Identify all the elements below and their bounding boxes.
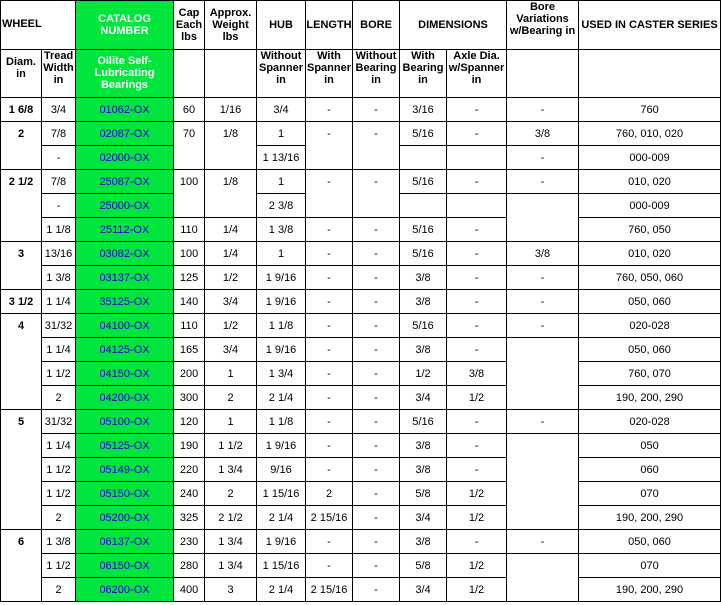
capacity: 110 — [174, 314, 205, 338]
caster-series: 010, 020 — [579, 170, 721, 194]
bore-with-bearing: 5/8 — [400, 554, 447, 578]
bore-with-bearing: 5/16 — [400, 218, 447, 242]
hub-length-with-spanner: - — [306, 98, 353, 122]
hub-length-with-spanner: - — [306, 170, 353, 218]
bore-without-bearing: - — [353, 578, 400, 602]
bore-variation-empty — [507, 194, 579, 242]
capacity: 190 — [174, 434, 205, 458]
bore-variation-empty — [507, 434, 579, 530]
bore-without-bearing: - — [353, 242, 400, 266]
hub-length-without-spanner: 2 1/4 — [257, 506, 306, 530]
catalog-number: 04125-OX — [76, 338, 174, 362]
capacity: 220 — [174, 458, 205, 482]
used-in-caster-series-header: USED IN CASTER SERIES — [579, 1, 721, 50]
hub-length-with-spanner: - — [306, 554, 353, 578]
wheel-diameter: 4 — [1, 314, 42, 410]
approx-weight: 1/4 — [205, 242, 257, 266]
catalog-number: 03137-OX — [76, 266, 174, 290]
bore-with-bearing: 5/16 — [400, 122, 447, 146]
approx-weight: 2 1/2 — [205, 506, 257, 530]
wheel-diameter: 2 1/2 — [1, 170, 42, 242]
hub-length-with-spanner: 2 15/16 — [306, 506, 353, 530]
tread-width: 2 — [42, 386, 76, 410]
bore-with-bearing: 3/4 — [400, 578, 447, 602]
approx-weight: 1/2 — [205, 314, 257, 338]
catalog-number: 06200-OX — [76, 578, 174, 602]
caster-series: 760 — [579, 98, 721, 122]
bore-variations-header: Bore Variations w/Bearing in — [507, 1, 579, 50]
approx-weight: 1/16 — [205, 98, 257, 122]
bore-without-bearing: - — [353, 314, 400, 338]
bore-without-bearing: - — [353, 218, 400, 242]
axle-diameter: 1/2 — [447, 578, 507, 602]
axle-diameter: 1/2 — [447, 386, 507, 410]
cap-each-header: Cap Each lbs — [174, 1, 205, 50]
bore-with-bearing: 3/8 — [400, 458, 447, 482]
bore-variation: - — [507, 410, 579, 434]
hub-length-with-spanner: - — [306, 242, 353, 266]
caster-series: 000-009 — [579, 146, 721, 170]
bore-variation-empty — [507, 338, 579, 410]
approx-weight-header: Approx. Weight lbs — [205, 1, 257, 50]
weight-subheader-empty — [205, 50, 257, 98]
catalog-number: 02087-OX — [76, 122, 174, 146]
axle-diameter: 3/8 — [447, 362, 507, 386]
capacity: 140 — [174, 290, 205, 314]
bore-without-bearing: - — [353, 386, 400, 410]
bore-with-bearing — [400, 194, 447, 218]
bore-variation: - — [507, 266, 579, 290]
bore-without-bearing-header: Without Bearing in — [353, 50, 400, 98]
capacity: 240 — [174, 482, 205, 506]
bore-with-bearing: 3/4 — [400, 506, 447, 530]
bore-variation: - — [507, 98, 579, 122]
bore-with-bearing: 3/8 — [400, 290, 447, 314]
axle-diameter: - — [447, 122, 507, 146]
bore-without-bearing: - — [353, 122, 400, 170]
caster-series: 020-028 — [579, 410, 721, 434]
catalog-number: 04100-OX — [76, 314, 174, 338]
hub-length-with-spanner: - — [306, 290, 353, 314]
capacity: 400 — [174, 578, 205, 602]
bore-without-bearing: - — [353, 410, 400, 434]
hub-length-without-spanner: 2 1/4 — [257, 578, 306, 602]
wheel-header: WHEEL — [1, 1, 76, 50]
tread-width: 1 1/4 — [42, 290, 76, 314]
hub-length-without-spanner: 1 — [257, 122, 306, 146]
bore-without-bearing: - — [353, 458, 400, 482]
axle-diameter: 1/2 — [447, 506, 507, 530]
caster-series: 070 — [579, 482, 721, 506]
bore-without-bearing: - — [353, 98, 400, 122]
hub-without-spanner-header: Without Spanner in — [257, 50, 306, 98]
capacity: 165 — [174, 338, 205, 362]
tread-width: 3/4 — [42, 98, 76, 122]
approx-weight: 1/2 — [205, 266, 257, 290]
approx-weight: 1 — [205, 410, 257, 434]
bore-variation-empty — [507, 554, 579, 602]
hub-length-with-spanner: - — [306, 410, 353, 434]
approx-weight: 3/4 — [205, 338, 257, 362]
bore-without-bearing: - — [353, 170, 400, 218]
bearings-note: Oilite Self-Lubricating Bearings — [76, 50, 174, 98]
approx-weight: 1 1/2 — [205, 434, 257, 458]
bore-variation: 3/8 — [507, 242, 579, 266]
tread-width: 2 — [42, 506, 76, 530]
catalog-number: 05125-OX — [76, 434, 174, 458]
wheel-diameter: 2 — [1, 122, 42, 170]
bore-header: BORE — [353, 1, 400, 50]
tread-width: 31/32 — [42, 410, 76, 434]
axle-diameter: - — [447, 530, 507, 554]
tread-width: 13/16 — [42, 242, 76, 266]
axle-diameter: - — [447, 290, 507, 314]
wheel-diameter: 5 — [1, 410, 42, 530]
catalog-number: 05100-OX — [76, 410, 174, 434]
bore-without-bearing: - — [353, 506, 400, 530]
bore-with-bearing-header: With Bearing in — [400, 50, 447, 98]
tread-width: 1 3/8 — [42, 530, 76, 554]
hub-length-without-spanner: 1 15/16 — [257, 482, 306, 506]
approx-weight: 1 3/4 — [205, 530, 257, 554]
hub-length-without-spanner: 1 — [257, 170, 306, 194]
catalog-number: 03082-OX — [76, 242, 174, 266]
catalog-number-header: CATALOG NUMBER — [76, 1, 174, 50]
hub-length-with-spanner: - — [306, 314, 353, 338]
hub-length-without-spanner: 1 3/8 — [257, 218, 306, 242]
hub-length-without-spanner: 1 — [257, 242, 306, 266]
bore-without-bearing: - — [353, 434, 400, 458]
catalog-number: 25000-OX — [76, 194, 174, 218]
bore-with-bearing: 5/16 — [400, 314, 447, 338]
bore-with-bearing: 5/8 — [400, 482, 447, 506]
tread-width: 1 3/8 — [42, 266, 76, 290]
tread-width-header: Tread Width in — [42, 50, 76, 98]
approx-weight: 1/8 — [205, 122, 257, 170]
axle-diameter — [447, 194, 507, 218]
bore-variation: 3/8 — [507, 122, 579, 146]
hub-length-without-spanner: 1 9/16 — [257, 338, 306, 362]
catalog-number: 06150-OX — [76, 554, 174, 578]
catalog-number: 35125-OX — [76, 290, 174, 314]
approx-weight: 2 — [205, 386, 257, 410]
hub-length-without-spanner: 1 1/8 — [257, 314, 306, 338]
tread-width: 1 1/2 — [42, 362, 76, 386]
catalog-number: 02000-OX — [76, 146, 174, 170]
tread-width: 1 1/2 — [42, 554, 76, 578]
axle-diameter: - — [447, 218, 507, 242]
capacity: 230 — [174, 530, 205, 554]
hub-length-with-spanner: - — [306, 338, 353, 362]
caster-series: 020-028 — [579, 314, 721, 338]
axle-diameter: - — [447, 170, 507, 194]
capacity: 300 — [174, 386, 205, 410]
bore-without-bearing: - — [353, 338, 400, 362]
caster-series: 050, 060 — [579, 290, 721, 314]
axle-diameter: - — [447, 314, 507, 338]
bore-variations-subheader-empty — [507, 50, 579, 98]
hub-length-without-spanner: 3/4 — [257, 98, 306, 122]
used-in-subheader-empty — [579, 50, 721, 98]
tread-width: 7/8 — [42, 170, 76, 194]
bore-variation: - — [507, 170, 579, 194]
hub-length-with-spanner: - — [306, 266, 353, 290]
hub-length-without-spanner: 1 9/16 — [257, 434, 306, 458]
catalog-number: 25087-OX — [76, 170, 174, 194]
tread-width: 7/8 — [42, 122, 76, 146]
axle-diameter: - — [447, 242, 507, 266]
bore-with-bearing: 3/8 — [400, 434, 447, 458]
bore-with-bearing: 3/8 — [400, 530, 447, 554]
hub-length-without-spanner: 1 15/16 — [257, 554, 306, 578]
bore-with-bearing: 3/8 — [400, 338, 447, 362]
tread-width: 31/32 — [42, 314, 76, 338]
caster-series: 060 — [579, 458, 721, 482]
caster-series: 190, 200, 290 — [579, 506, 721, 530]
caster-series: 050, 060 — [579, 338, 721, 362]
hub-with-spanner-header: With Spanner in — [306, 50, 353, 98]
bore-with-bearing: 3/4 — [400, 386, 447, 410]
hub-length-with-spanner: - — [306, 386, 353, 410]
approx-weight: 1 — [205, 362, 257, 386]
capacity: 280 — [174, 554, 205, 578]
approx-weight: 1/4 — [205, 218, 257, 242]
bore-with-bearing: 1/2 — [400, 362, 447, 386]
caster-series: 010, 020 — [579, 242, 721, 266]
caster-series: 050, 060 — [579, 530, 721, 554]
hub-length-without-spanner: 2 1/4 — [257, 386, 306, 410]
tread-width: - — [42, 194, 76, 218]
tread-width: 1 1/2 — [42, 482, 76, 506]
tread-width: 1 1/8 — [42, 218, 76, 242]
length-header: LENGTH — [306, 1, 353, 50]
tread-width: 2 — [42, 578, 76, 602]
catalog-number: 06137-OX — [76, 530, 174, 554]
bore-without-bearing: - — [353, 266, 400, 290]
axle-diameter: - — [447, 266, 507, 290]
bore-variation: - — [507, 314, 579, 338]
diameter-header: Diam. in — [1, 50, 42, 98]
wheel-diameter: 3 — [1, 242, 42, 290]
catalog-number: 05149-OX — [76, 458, 174, 482]
wheel-diameter: 3 1/2 — [1, 290, 42, 314]
caster-series: 070 — [579, 554, 721, 578]
hub-length-without-spanner: 1 3/4 — [257, 362, 306, 386]
catalog-number: 01062-OX — [76, 98, 174, 122]
bore-with-bearing: 3/8 — [400, 266, 447, 290]
bore-without-bearing: - — [353, 362, 400, 386]
approx-weight: 1 3/4 — [205, 458, 257, 482]
caster-series: 760, 070 — [579, 362, 721, 386]
tread-width: 1 1/2 — [42, 458, 76, 482]
axle-diameter: - — [447, 458, 507, 482]
hub-length-with-spanner: - — [306, 362, 353, 386]
cap-each-subheader-empty — [174, 50, 205, 98]
hub-length-without-spanner: 1 9/16 — [257, 290, 306, 314]
hub-length-without-spanner: 9/16 — [257, 458, 306, 482]
bore-without-bearing: - — [353, 290, 400, 314]
tread-width: 1 1/4 — [42, 434, 76, 458]
axle-diameter: - — [447, 434, 507, 458]
axle-diameter: 1/2 — [447, 554, 507, 578]
catalog-number: 25112-OX — [76, 218, 174, 242]
bore-variation: - — [507, 290, 579, 314]
capacity: 200 — [174, 362, 205, 386]
axle-diameter: 1/2 — [447, 482, 507, 506]
axle-diameter: - — [447, 410, 507, 434]
catalog-number: 04150-OX — [76, 362, 174, 386]
bore-with-bearing: 5/16 — [400, 410, 447, 434]
approx-weight: 1 3/4 — [205, 554, 257, 578]
caster-series: 760, 050, 060 — [579, 266, 721, 290]
capacity: 100 — [174, 242, 205, 266]
approx-weight: 3 — [205, 578, 257, 602]
hub-length-with-spanner: 2 — [306, 482, 353, 506]
capacity: 120 — [174, 410, 205, 434]
hub-length-with-spanner: - — [306, 434, 353, 458]
hub-length-without-spanner: 2 3/8 — [257, 194, 306, 218]
dimensions-header: DIMENSIONS — [400, 1, 507, 50]
bore-without-bearing: - — [353, 482, 400, 506]
axle-diameter-header: Axle Dia. w/Spanner in — [447, 50, 507, 98]
hub-length-without-spanner: 1 13/16 — [257, 146, 306, 170]
approx-weight: 3/4 — [205, 290, 257, 314]
caster-series: 190, 200, 290 — [579, 578, 721, 602]
caster-series: 050 — [579, 434, 721, 458]
capacity: 125 — [174, 266, 205, 290]
hub-length-with-spanner: 2 15/16 — [306, 578, 353, 602]
bore-with-bearing — [400, 146, 447, 170]
catalog-number: 04200-OX — [76, 386, 174, 410]
hub-length-without-spanner: 1 9/16 — [257, 266, 306, 290]
caster-series: 760, 010, 020 — [579, 122, 721, 146]
bore-variation: - — [507, 146, 579, 170]
bore-with-bearing: 5/16 — [400, 170, 447, 194]
caster-series: 190, 200, 290 — [579, 386, 721, 410]
approx-weight: 2 — [205, 482, 257, 506]
axle-diameter: - — [447, 338, 507, 362]
hub-length-with-spanner: - — [306, 122, 353, 170]
wheel-diameter: 6 — [1, 530, 42, 602]
capacity: 60 — [174, 98, 205, 122]
tread-width: - — [42, 146, 76, 170]
capacity: 325 — [174, 506, 205, 530]
axle-diameter — [447, 146, 507, 170]
bore-with-bearing: 3/16 — [400, 98, 447, 122]
bore-variation: - — [507, 530, 579, 554]
hub-length-with-spanner: - — [306, 530, 353, 554]
capacity: 110 — [174, 218, 205, 242]
bore-without-bearing: - — [353, 530, 400, 554]
bore-with-bearing: 5/16 — [400, 242, 447, 266]
hub-header: HUB — [257, 1, 306, 50]
catalog-number: 05200-OX — [76, 506, 174, 530]
tread-width: 1 1/4 — [42, 338, 76, 362]
capacity: 70 — [174, 122, 205, 170]
approx-weight: 1/8 — [205, 170, 257, 218]
hub-length-without-spanner: 1 9/16 — [257, 530, 306, 554]
bore-without-bearing: - — [353, 554, 400, 578]
hub-length-with-spanner: - — [306, 458, 353, 482]
axle-diameter: - — [447, 98, 507, 122]
catalog-number: 05150-OX — [76, 482, 174, 506]
hub-length-with-spanner: - — [306, 218, 353, 242]
caster-series: 000-009 — [579, 194, 721, 218]
caster-series: 760, 050 — [579, 218, 721, 242]
capacity: 100 — [174, 170, 205, 218]
wheel-diameter: 1 6/8 — [1, 98, 42, 122]
hub-length-without-spanner: 1 1/8 — [257, 410, 306, 434]
